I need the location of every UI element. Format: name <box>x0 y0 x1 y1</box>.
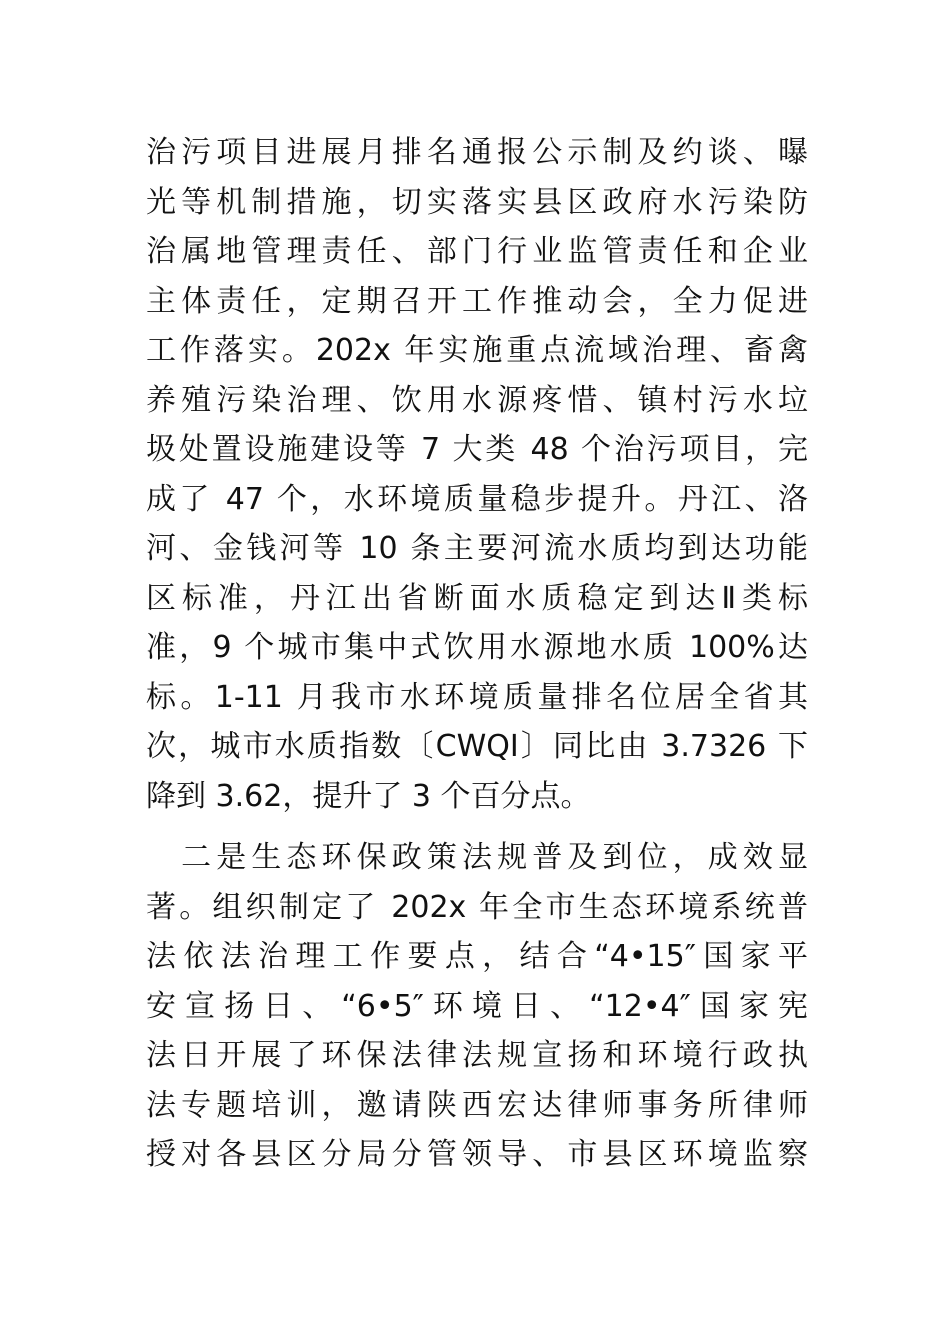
text-line: 工作落实。202x 年实施重点流域治理、畜禽 <box>146 333 808 368</box>
text-line: 二是生态环保政策法规普及到位，成效显 <box>146 840 808 875</box>
text-line: 授对各县区分局分管领导、市县区环境监察 <box>146 1137 808 1172</box>
text-line: 主体责任，定期召开工作推动会，全力促进 <box>146 283 808 319</box>
text-line: 降到 3.62，提升了 3 个百分点。 <box>146 778 591 814</box>
text-line: 圾处置设施建设等 7 大类 48 个治污项目，完 <box>146 432 808 467</box>
paragraph-water-pollution <box>146 128 808 821</box>
text-line: 区标准，丹江出省断面水质稳定到达Ⅱ类标 <box>146 580 808 616</box>
text-line: 成了 47 个，水环境质量稳步提升。丹江、洛 <box>146 481 808 517</box>
text-line: 养殖污染治理、饮用水源疼惜、镇村污水垃 <box>146 382 808 418</box>
text-line: 准，9 个城市集中式饮用水源地水质 100%达 <box>146 630 808 665</box>
text-line: 河、金钱河等 10 条主要河流水质均到达功能 <box>146 531 808 566</box>
text-line: 光等机制措施，切实落实县区政府水污染防 <box>146 184 808 220</box>
text-line: 标。1-11 月我市水环境质量排名位居全省其 <box>146 679 808 715</box>
text-line: 治污项目进展月排名通报公示制及约谈、曝 <box>146 135 808 170</box>
text-line: 治属地管理责任、部门行业监管责任和企业 <box>146 234 808 269</box>
text-line: 法日开展了环保法律法规宣扬和环境行政执 <box>146 1038 808 1073</box>
paragraph-environmental-law <box>146 833 808 1180</box>
text-line: 法依法治理工作要点，结合“4•15″国家平 <box>146 939 808 974</box>
text-line: 著。组织制定了 202x 年全市生态环境系统普 <box>146 889 808 925</box>
text-line: 安宣扬日、“6•5″环境日、“12•4″国家宪 <box>146 988 808 1024</box>
text-line: 法专题培训，邀请陕西宏达律师事务所律师 <box>146 1087 808 1123</box>
text-line: 次，城市水质指数〔CWQI〕同比由 3.7326 下 <box>146 729 808 764</box>
